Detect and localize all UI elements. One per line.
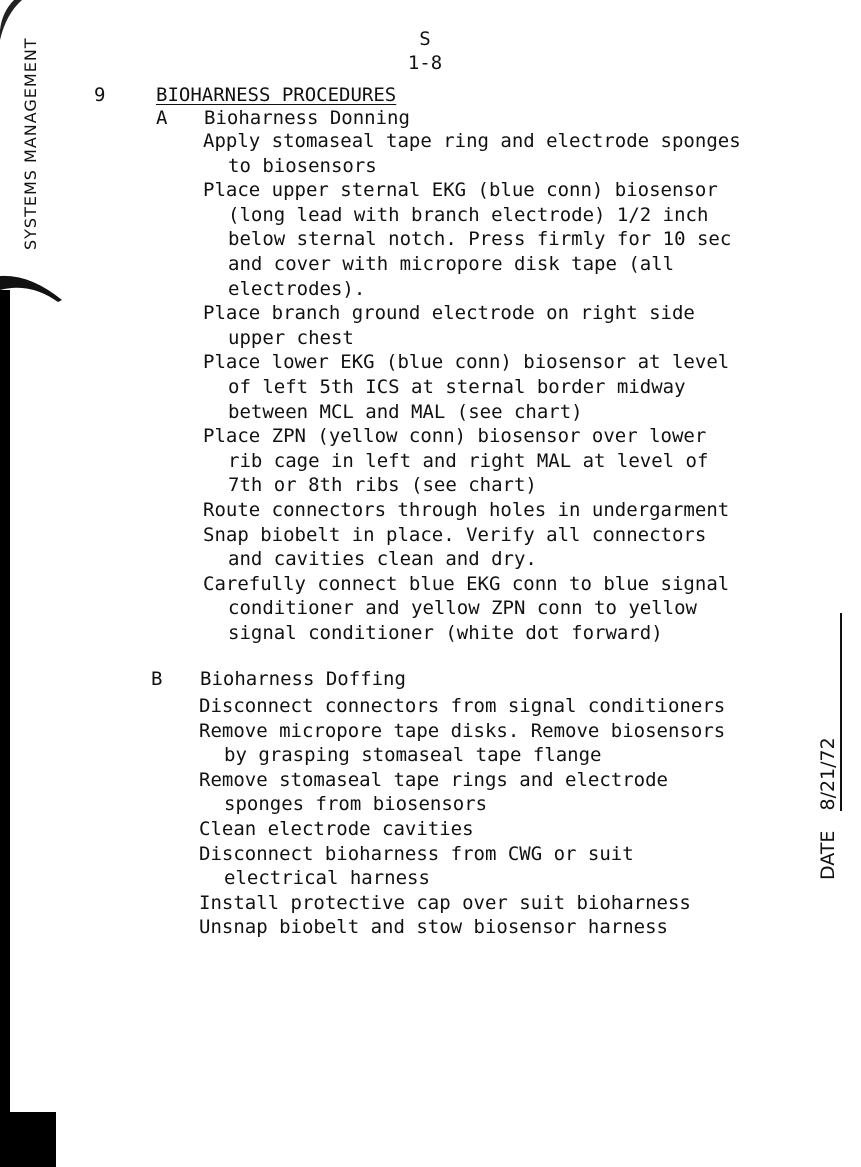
step-line: below sternal notch. Press firmly for 10 sec — [228, 228, 732, 251]
step-line: sponges from biosensors — [224, 793, 488, 816]
binding-edge-top — [0, 0, 30, 40]
step-line: Place upper sternal EKG (blue conn) biosensor — [203, 179, 718, 202]
step-line: Unsnap biobelt and stow biosensor harness — [199, 916, 668, 939]
step-line: Disconnect connectors from signal conditioners — [199, 695, 726, 717]
procedure-step — [203, 498, 741, 523]
step-line: Install protective cap over suit bioharness — [199, 891, 691, 914]
procedure-step — [199, 768, 725, 817]
step-line: electrodes). — [228, 277, 366, 300]
subsection-title: Bioharness Doffing — [200, 668, 406, 690]
binding-edge-curve — [0, 268, 64, 308]
step-line: Remove stomaseal tape rings and electrode — [199, 768, 668, 791]
step-line: by grasping stomaseal tape flange — [224, 744, 602, 767]
step-line: signal conditioner (white dot forward) — [228, 621, 663, 644]
binding-edge-bottom — [0, 1112, 56, 1167]
page-header — [380, 27, 470, 75]
procedure-step — [199, 891, 725, 916]
section-number: 9 — [94, 84, 106, 106]
step-line: Place branch ground electrode on right side — [203, 302, 695, 325]
page-number: 1-8 — [407, 52, 443, 74]
donning-steps — [203, 129, 741, 645]
step-line: (long lead with branch electrode) 1/2 inch — [228, 203, 709, 226]
step-line: upper chest — [228, 326, 354, 349]
procedure-step — [199, 719, 725, 768]
section-code: S — [419, 28, 431, 50]
section-title: BIOHARNESS PROCEDURES — [156, 84, 397, 106]
step-line: Route connectors through holes in undergarment — [203, 498, 730, 521]
step-line: Place lower EKG (blue conn) biosensor at level — [203, 351, 730, 374]
doffing-steps — [199, 694, 725, 940]
date-value: 8/21/72 — [817, 613, 842, 811]
procedure-step — [203, 178, 741, 301]
step-line: between MCL and MAL (see chart) — [228, 400, 583, 423]
date-label: DATE — [817, 830, 839, 880]
side-label: SYSTEMS MANAGEMENT — [21, 37, 40, 250]
subsection-title: Bioharness Donning — [204, 107, 410, 129]
procedure-step — [203, 129, 741, 178]
procedure-step — [203, 301, 741, 350]
step-line: Place ZPN (yellow conn) biosensor over lower — [203, 425, 707, 448]
step-line: Carefully connect blue EKG conn to blue signal — [203, 572, 730, 595]
step-line: Clean electrode cavities — [199, 817, 474, 840]
step-line: Disconnect bioharness from CWG or suit — [199, 842, 634, 865]
procedure-step — [203, 424, 741, 498]
step-line: 7th or 8th ribs (see chart) — [228, 474, 537, 497]
step-line: rib cage in left and right MAL at level of — [228, 449, 709, 472]
binding-edge-bar — [0, 290, 10, 1167]
step-line: Remove micropore tape disks. Remove biosensors — [199, 719, 726, 742]
date-block — [817, 613, 842, 880]
step-line: and cover with micropore disk tape (all — [228, 252, 675, 275]
procedure-step — [203, 523, 741, 572]
step-line: and cavities clean and dry. — [228, 548, 537, 571]
procedure-step — [199, 915, 725, 940]
procedure-step — [199, 817, 725, 842]
step-line: Snap biobelt in place. Verify all connectors — [203, 523, 707, 546]
step-line: of left 5th ICS at sternal border midway — [228, 375, 686, 398]
subsection-letter: B — [151, 668, 163, 690]
step-line: conditioner and yellow ZPN conn to yellow — [228, 597, 697, 620]
procedure-step — [203, 572, 741, 646]
step-line: electrical harness — [224, 867, 430, 890]
step-line: to biosensors — [228, 154, 377, 177]
procedure-step — [199, 842, 725, 891]
procedure-step — [203, 350, 741, 424]
subsection-letter: A — [156, 107, 168, 129]
procedure-step — [199, 694, 725, 719]
step-line: Apply stomaseal tape ring and electrode sponges — [203, 130, 741, 152]
